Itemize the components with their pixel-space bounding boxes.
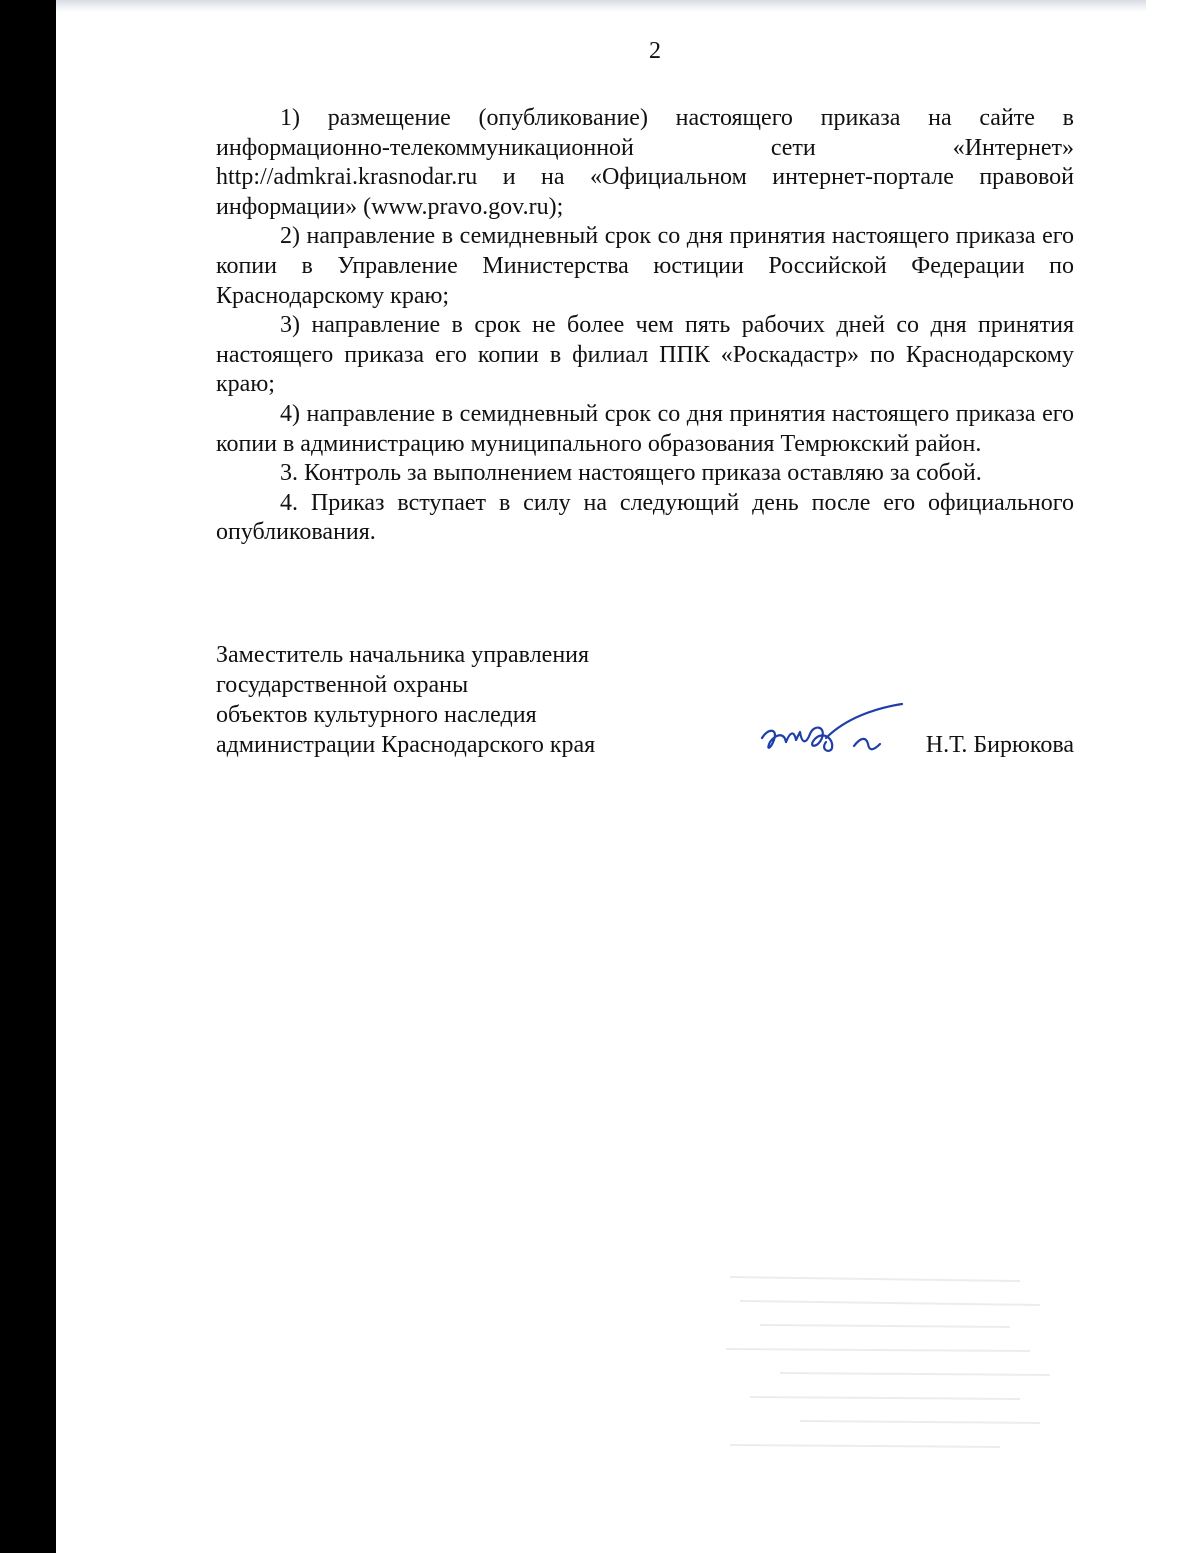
signature-strokes xyxy=(762,704,902,751)
paragraph-control: 3. Контроль за выполнением настоящего приказа оставляю за собой. xyxy=(280,460,982,487)
paragraph-publication: 1) размещение (опубликование) настоящего приказа на сайте в информационно-телекоммуникационной сети «Интернет» http://admkrai.krasnodar.ru и на «Официальном интернет-портале правовой информации» (www.pravo.gov.ru); xyxy=(216,105,1074,220)
signature-block xyxy=(216,640,1074,760)
paragraph-ministry-of-justice: 2) направление в семидневный срок со дня принятия настоящего приказа его копии в Управление Министерства юстиции Российской Федерации по Краснодарскому краю; xyxy=(216,223,1074,309)
scan-top-shadow xyxy=(56,0,1146,12)
paragraph-roskadastr: 3) направление в срок не более чем пять рабочих дней со дня принятия настоящего приказа его копии в филиал ППК «Роскадастр» по Краснодарскому краю; xyxy=(216,312,1074,398)
paragraph-entry-into-force: 4. Приказ вступает в силу на следующий день после его официального опубликования. xyxy=(216,489,1074,546)
signer-title-line: государственной охраны xyxy=(216,672,469,698)
handwritten-signature xyxy=(756,698,906,768)
page-number: 2 xyxy=(649,38,661,64)
signer-title-line: объектов культурного наследия xyxy=(216,702,537,728)
faint-stamp-bleed xyxy=(720,1265,1060,1475)
scan-left-border xyxy=(0,0,56,1553)
faint-stamp-lines xyxy=(726,1277,1050,1447)
document-body xyxy=(216,104,1074,548)
signer-name: Н.Т. Бирюкова xyxy=(925,732,1074,758)
paragraph-temryuk-administration: 4) направление в семидневный срок со дня принятия настоящего приказа его копии в администрацию муниципального образования Темрюкский район. xyxy=(216,400,1074,457)
signer-title-line: Заместитель начальника управления xyxy=(216,642,590,668)
signer-title-line: администрации Краснодарского края xyxy=(216,732,596,758)
